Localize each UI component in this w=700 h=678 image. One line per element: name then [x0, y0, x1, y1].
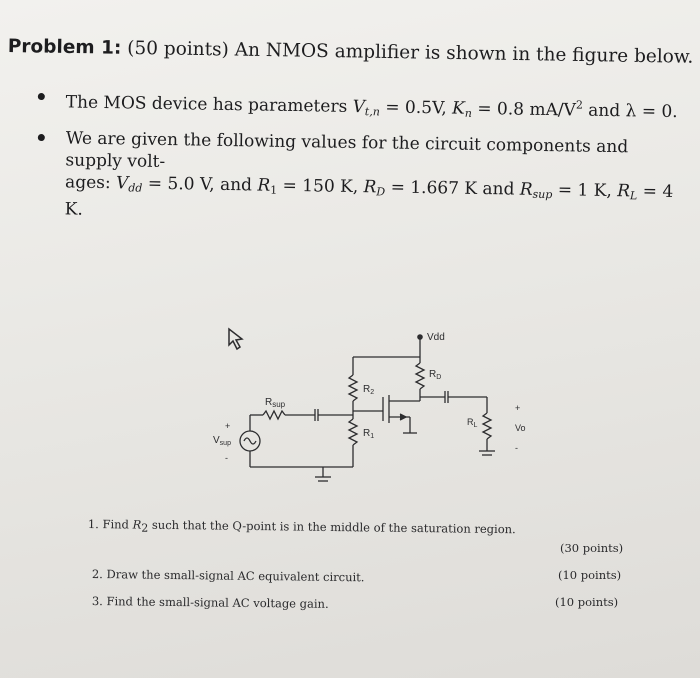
rl-label: $R_L$: [467, 417, 478, 429]
r1-resistor: [349, 419, 357, 445]
rsup-resistor: [263, 411, 285, 419]
vsup-label: $V_{sup}$: [213, 435, 231, 447]
question-3: 3. Find the small-signal AC voltage gain.: [91, 594, 329, 611]
vo-minus: -: [515, 443, 518, 453]
rd-label: $R_D$: [429, 369, 442, 381]
r2-resistor: [349, 375, 357, 401]
bullet-component-values: [38, 127, 688, 220]
r1-label: $R_1$: [363, 428, 375, 440]
problem-statement: (50 points) An NMOS amplifier is shown in the figure below.: [127, 37, 694, 68]
rl-resistor: [483, 413, 491, 439]
vo-plus: +: [515, 403, 521, 413]
question-3-points: (10 points): [555, 595, 619, 609]
bullet-dot: [38, 134, 45, 141]
vo-label: Vo: [515, 423, 526, 433]
vdd-node: [417, 334, 423, 340]
bullet-text: The MOS device has parameters $V_{t,n} = 0.5V$, $K_n = 0.8$ $mA/V^2$ and λ = 0.: [65, 92, 678, 123]
r2-label: $R_2$: [363, 384, 375, 396]
bullet-text: We are given the following values for the circuit components and supply volt- ages: $V_{dd} = 5.0$ V, and $R_1 = 150$ K, $R_D = 1.667$ K and $R_{sup} = 1$ K, $R_L = 4$ K.: [64, 128, 674, 220]
rd-resistor: [416, 363, 424, 389]
mouse-cursor-icon: [229, 329, 242, 349]
question-1: 1. Find R2 such that the Q-point is in the middle of the saturation region.: [87, 517, 516, 537]
vsup-plus: +: [225, 421, 231, 431]
vdd-label: Vdd: [427, 332, 445, 343]
question-2: 2. Draw the small-signal AC equivalent circuit.: [91, 567, 365, 585]
vsup-minus: -: [225, 453, 228, 463]
question-2-points: (10 points): [558, 568, 622, 582]
problem-heading: [7, 36, 694, 68]
rsup-label: $R_{sup}$: [265, 397, 286, 409]
nmos-amplifier-circuit: [205, 315, 545, 495]
question-1-points: (30 points): [560, 541, 624, 555]
bullet-device-parameters: [38, 86, 688, 123]
bullet-dot: [38, 93, 45, 100]
problem-label: Problem 1:: [7, 36, 122, 59]
